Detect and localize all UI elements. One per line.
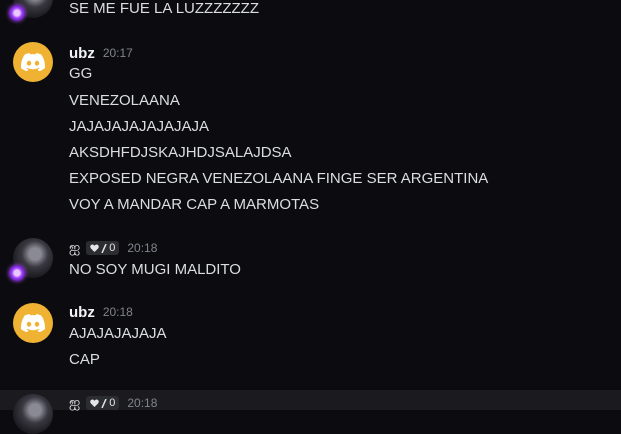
username[interactable]: ஐ [69,238,81,255]
server-tag[interactable] [86,241,119,255]
server-tag-text: 0 [109,397,116,409]
message-header [69,394,157,412]
avatar-decoration-icon [9,5,25,21]
timestamp[interactable]: 20:18 [102,305,133,319]
message-text: GG [69,65,93,82]
message-group-partial [0,0,621,22]
message-text: JAJAJAJAJAJAJAJA [69,118,210,135]
message-group-ubz-1 [0,38,621,218]
user-photo-avatar[interactable] [13,238,53,278]
slash-icon [101,244,107,253]
timestamp[interactable]: 20:17 [102,46,133,60]
message-header [69,303,133,321]
timestamp[interactable]: 20:18 [127,241,158,255]
message-group-ubz-2 [0,298,621,374]
discord-logo-icon [21,314,45,332]
message-text: VOY A MANDAR CAP A MARMOTAS [69,196,320,213]
message-group-mugi-partial[interactable] [0,390,621,410]
server-tag[interactable] [86,396,119,410]
avatar-decoration-icon [9,265,25,281]
username[interactable]: ஐ [69,393,81,410]
username[interactable]: ubz [69,44,95,62]
message-text: NO SOY MUGI MALDITO [69,261,241,278]
message-text: VENEZOLAANA [69,92,180,109]
user-photo-avatar[interactable] [13,0,53,18]
discord-avatar[interactable] [13,303,53,343]
message-text: EXPOSED NEGRA VENEZOLAANA FINGE SER ARGENTINA [69,170,489,187]
heart-icon [90,399,99,407]
timestamp[interactable]: 20:18 [127,396,158,410]
message-text: AJAJAJAJAJA [69,325,167,342]
message-text: CAP [69,351,100,368]
username[interactable]: ubz [69,303,95,321]
server-tag-text: 0 [109,242,116,254]
discord-logo-icon [21,53,45,71]
user-photo-avatar[interactable] [13,394,53,434]
slash-icon [101,399,107,408]
message-text: SE ME FUE LA LUZZZZZZZ [69,0,260,17]
message-text: AKSDHFDJSKAJHDJSALAJDSA [69,144,292,161]
message-header [69,44,133,62]
message-header [69,239,157,257]
heart-icon [90,244,99,252]
discord-avatar[interactable] [13,42,53,82]
message-group-mugi [0,234,621,278]
